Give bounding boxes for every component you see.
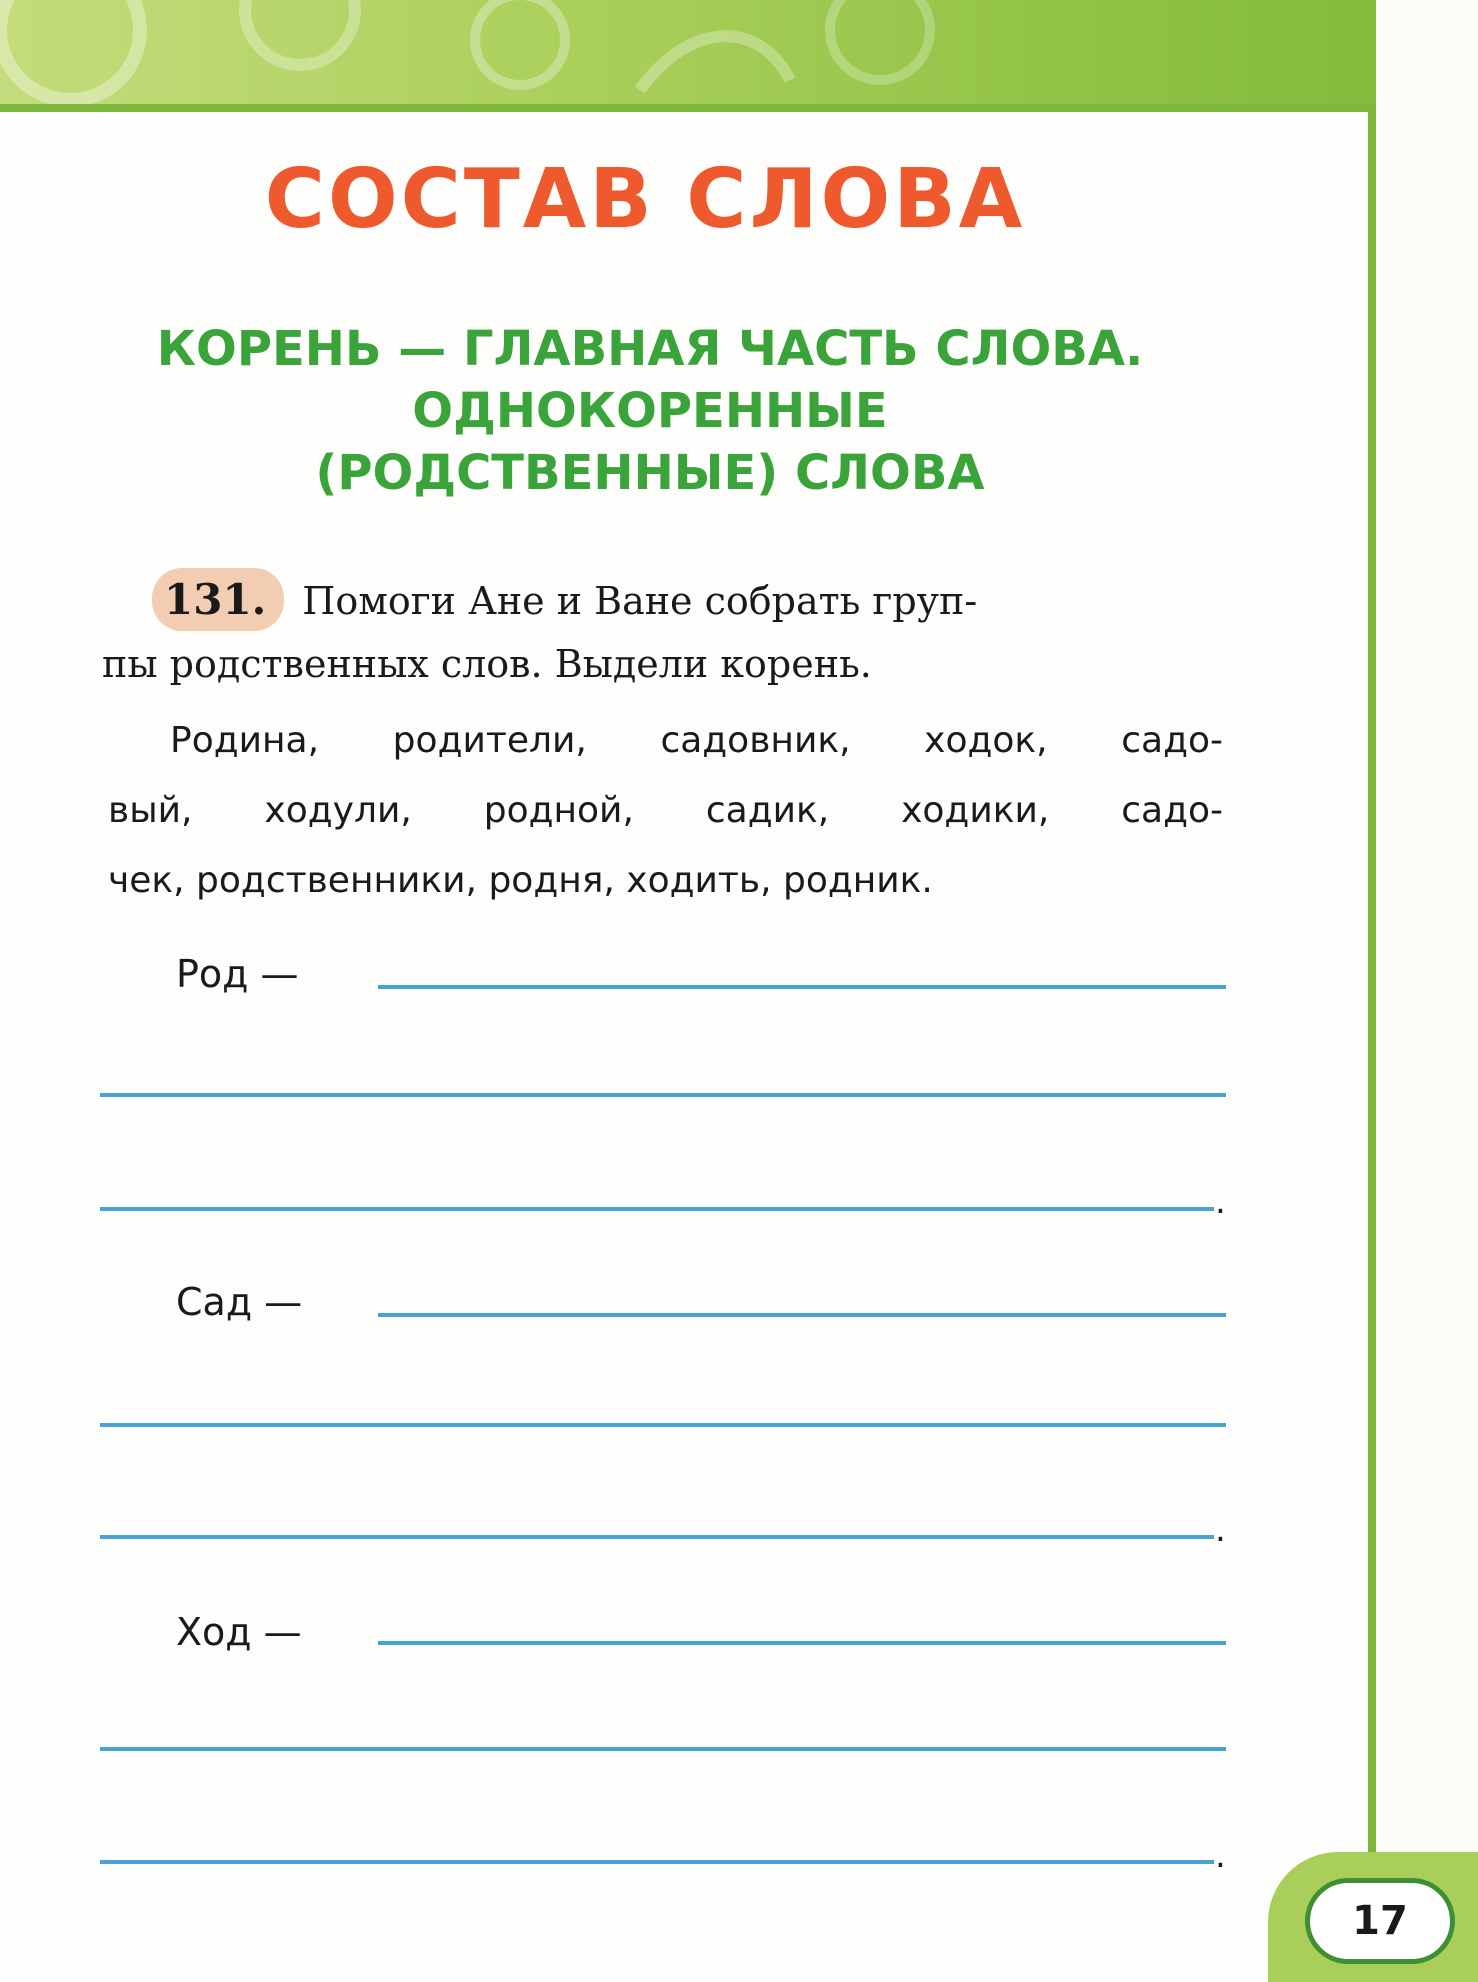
word-list [108, 706, 1223, 916]
subtitle-line: КОРЕНЬ — ГЛАВНАЯ ЧАСТЬ СЛОВА. [156, 321, 1144, 377]
page-title: СОСТАВ СЛОВА [264, 152, 1026, 247]
group-label-hod: Ход — [176, 1610, 302, 1654]
word-list-line: чек, родственники, родня, ходить, родник. [108, 860, 933, 901]
top-decorative-band [0, 0, 1478, 112]
answer-line[interactable] [100, 1860, 1214, 1864]
exercise-instruction [102, 568, 1227, 696]
answer-line[interactable] [100, 1423, 1226, 1427]
subtitle-line: ОДНОКОРЕННЫЕ [412, 383, 888, 439]
instruction-line: Помоги Ане и Ване собрать груп- [302, 579, 978, 623]
answer-line[interactable] [100, 1207, 1214, 1211]
group-label-rod: Род — [176, 952, 299, 996]
subtitle-line: (РОДСТВЕННЫЕ) СЛОВА [315, 445, 985, 501]
word-list-line: вый, ходули, родной, садик, ходики, садо- [108, 790, 1223, 831]
group-label-sad: Сад — [176, 1280, 303, 1324]
answer-line[interactable] [100, 1747, 1226, 1751]
line-end-period: . [1215, 1836, 1226, 1876]
answer-line[interactable] [100, 1535, 1214, 1539]
instruction-line: пы родственных слов. Выдели корень. [102, 642, 872, 686]
exercise-number: 131. [152, 568, 284, 631]
line-end-period: . [1215, 1182, 1226, 1222]
right-margin [1376, 0, 1478, 1982]
answer-line[interactable] [378, 985, 1226, 989]
decorative-letters-pattern [0, 0, 1375, 110]
answer-line[interactable] [100, 1093, 1226, 1097]
answer-line[interactable] [378, 1641, 1226, 1645]
word-list-line: Родина, родители, садовник, ходок, садо- [170, 720, 1223, 761]
header-rule [0, 104, 1375, 112]
answer-line[interactable] [378, 1313, 1226, 1317]
line-end-period: . [1215, 1510, 1226, 1550]
right-margin-rule [1368, 104, 1376, 1864]
section-subtitle [80, 318, 1220, 504]
page-number: 17 [1305, 1878, 1455, 1964]
